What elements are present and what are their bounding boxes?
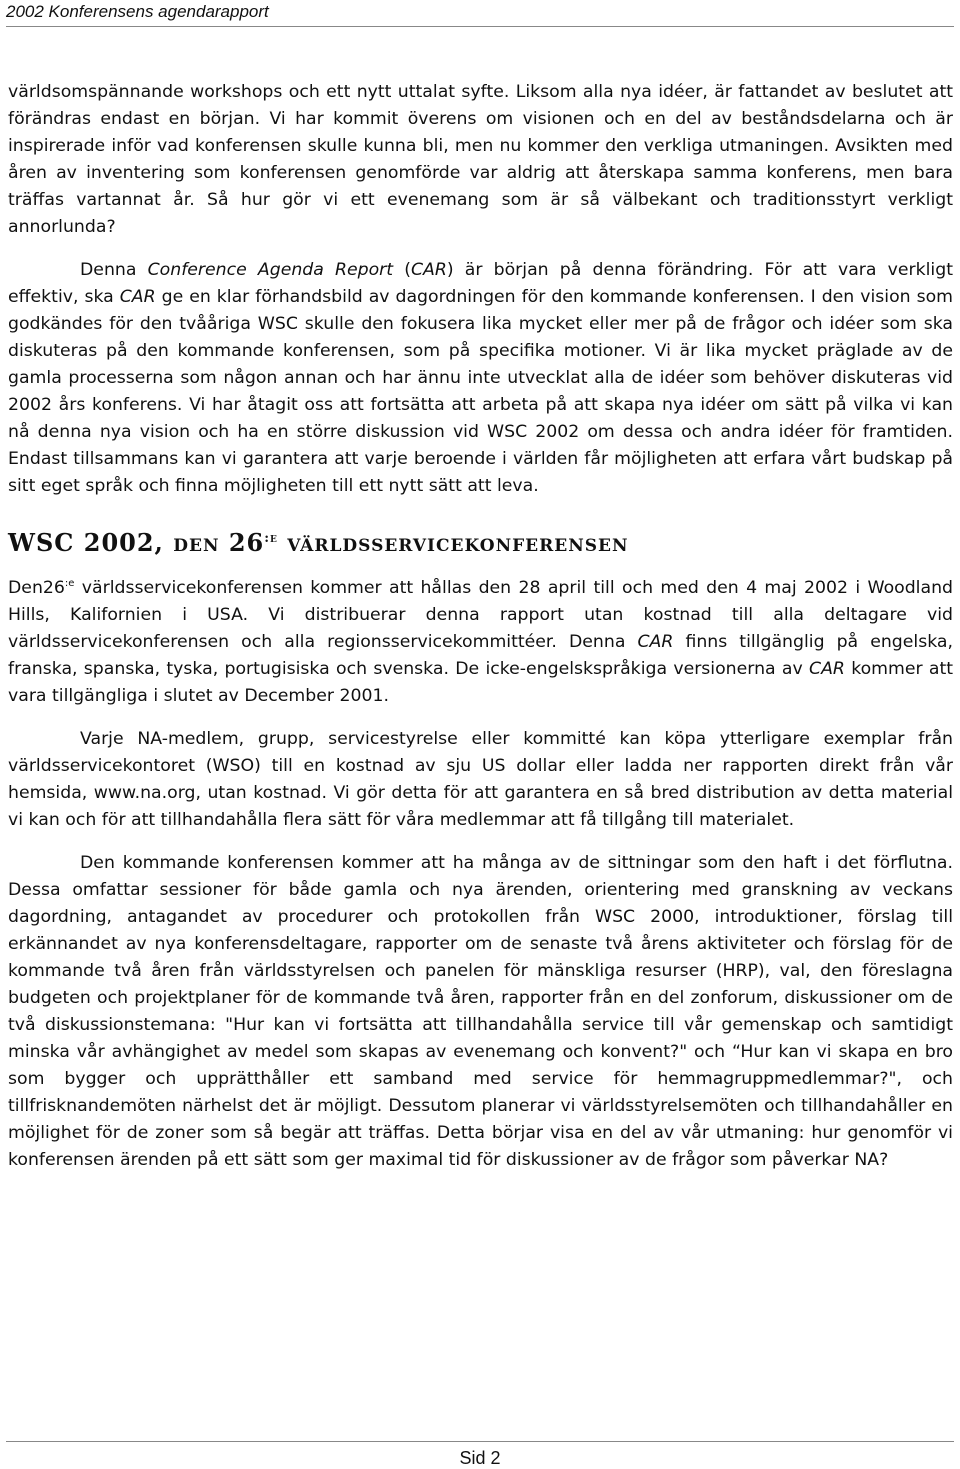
heading-pre: WSC 2002, den 26 [8,528,265,557]
wsc-part-2: finns tillgänglig på engelska, franska, spanska, tyska, portugisiska och svenska. De icke-engelskspråkiga versionerna av [8,632,953,679]
footer-divider [6,1441,954,1442]
heading-post: världsservicekonferensen [277,528,629,557]
page-body [8,79,953,1174]
wsc-lead: Den26 [8,578,65,598]
car-abbr-1: CAR [410,260,447,280]
wsc-abbr-1: CAR [637,632,674,652]
wsc-abbr-2: CAR [809,659,845,679]
header-divider [6,26,954,27]
page-number: Sid 2 [459,1448,501,1468]
intro-paragraph: världsomspännande workshops och ett nytt uttalat syfte. Liksom alla nya idéer, är fattandet av beslutet att förändras endast en början. Vi har kommit överens om visionen och en del av beståndsdelarna och är inspirerade inför vad konferensen skulle kunna bli, men nu kommer den verkliga utmaningen. Avsikten med åren av inventering som konferensen genomförde var aldrig att återskapa samma konferens, men bara träffas vartannat år. Så hur gör vi ett evenemang som är så välbekant och traditionsstyrt verkligt annorlunda? [8,82,953,237]
car-title: Conference Agenda Report [147,260,394,280]
wsc-part-1: världsservicekonferensen kommer att hållas den 28 april till och med den 4 maj 2002 i Woodland Hills, Kalifornien i USA. Vi distribuerar denna rapport utan kostnad till alla deltagare vid världsservicekonferensen och alla regionsservicekommittéer. Denna [8,578,953,652]
heading-sup: :e [264,531,278,546]
order-paragraph: Varje NA-medlem, grupp, servicestyrelse eller kommitté kan köpa ytterligare exemplar från världsservicekontoret (WSO) till en kostnad av sju US dollar eller ladda ner rapporten direkt från vår hemsida, www.na.org, utan kostnad. Vi gör detta för att garantera en så bred distribution av detta material vi kan och för att tillhandahålla flera sätt för våra medlemmar att få tillgång till materialet. [8,729,953,830]
section-heading [8,522,953,560]
car-rest: ge en klar förhandsbild av dagordningen för den kommande konferensen. I den vision som godkändes för den tvååriga WSC skulle den fokusera lika mycket eller mer på de frågor och idéer som ska diskuteras på den kommande konferensen, som på specifika motioner. Vi är lika mycket präglade av de gamla processerna som någon annan och har ännu inte utvecklat alla de idéer som behöver diskuteras vid 2002 års konferens. Vi har åtagit oss att fortsätta att arbeta på att skapa nya idéer om sätt på vilka vi kan nå denna nya vision och ha en större diskussion vid WSC 2002 om dessa och andra idéer för framtiden. Endast tillsammans kan vi garantera att varje beroende i världen får möjligheten att erfara vårt budskap på sitt eget språk och finna möjligheten till ett nytt sätt att leva. [8,287,953,496]
wsc-part-3: kommer att vara tillgängliga i slutet av December 2001. [8,659,953,706]
car-abbr-2: CAR [119,287,156,307]
car-paragraph [8,257,953,500]
running-header: 2002 Konferensens agendarapport [6,2,269,21]
car-mid: ) är början på denna förändring. För att vara verkligt effektiv, ska [8,260,953,307]
conference-sessions-paragraph: Den kommande konferensen kommer att ha många av de sittningar som den haft i det förflutna. Dessa omfattar sessioner för både gamla och nya ärenden, orientering med granskning av veckans dagordning, antagandet av procedurer och protokollen från WSC 2000, introduktioner, förslag till erkännandet av nya konferensdeltagare, rapporter om de senaste två årens aktiviteter och förslag för de kommande två åren från världsstyrelsen och panelen för mänskliga resurser (HRP), val, den föreslagna budgeten och projektplaner för de kommande två åren, rapporter från en del zonforum, diskussioner om de två diskussionstemana: "Hur kan vi fortsätta att tillhandahålla service till vår gemenskap och samtidigt minska vår avhängighet av medel som skapas av evenemang och konvent?" och “Hur kan vi skapa en bro som bygger och upprätthåller ett samband med service för hemmagruppmedlemmar?", och tillfrisknandemöten närhelst det är möjligt. Dessutom planerar vi världsstyrelsemöten och tillhandahåller en möjlighet för de zoner som så begär att träffas. Detta börjar visa en del av vår utmaning: hur genomför vi konferensen ärenden på ett sätt som ger maximal tid för diskussioner av de frågor som påverkar NA? [8,853,953,1170]
wsc-lead-sup: :e [64,578,75,589]
wsc-paragraph [8,570,953,710]
car-pre: Denna [80,260,148,280]
car-open-paren: ( [393,260,411,280]
